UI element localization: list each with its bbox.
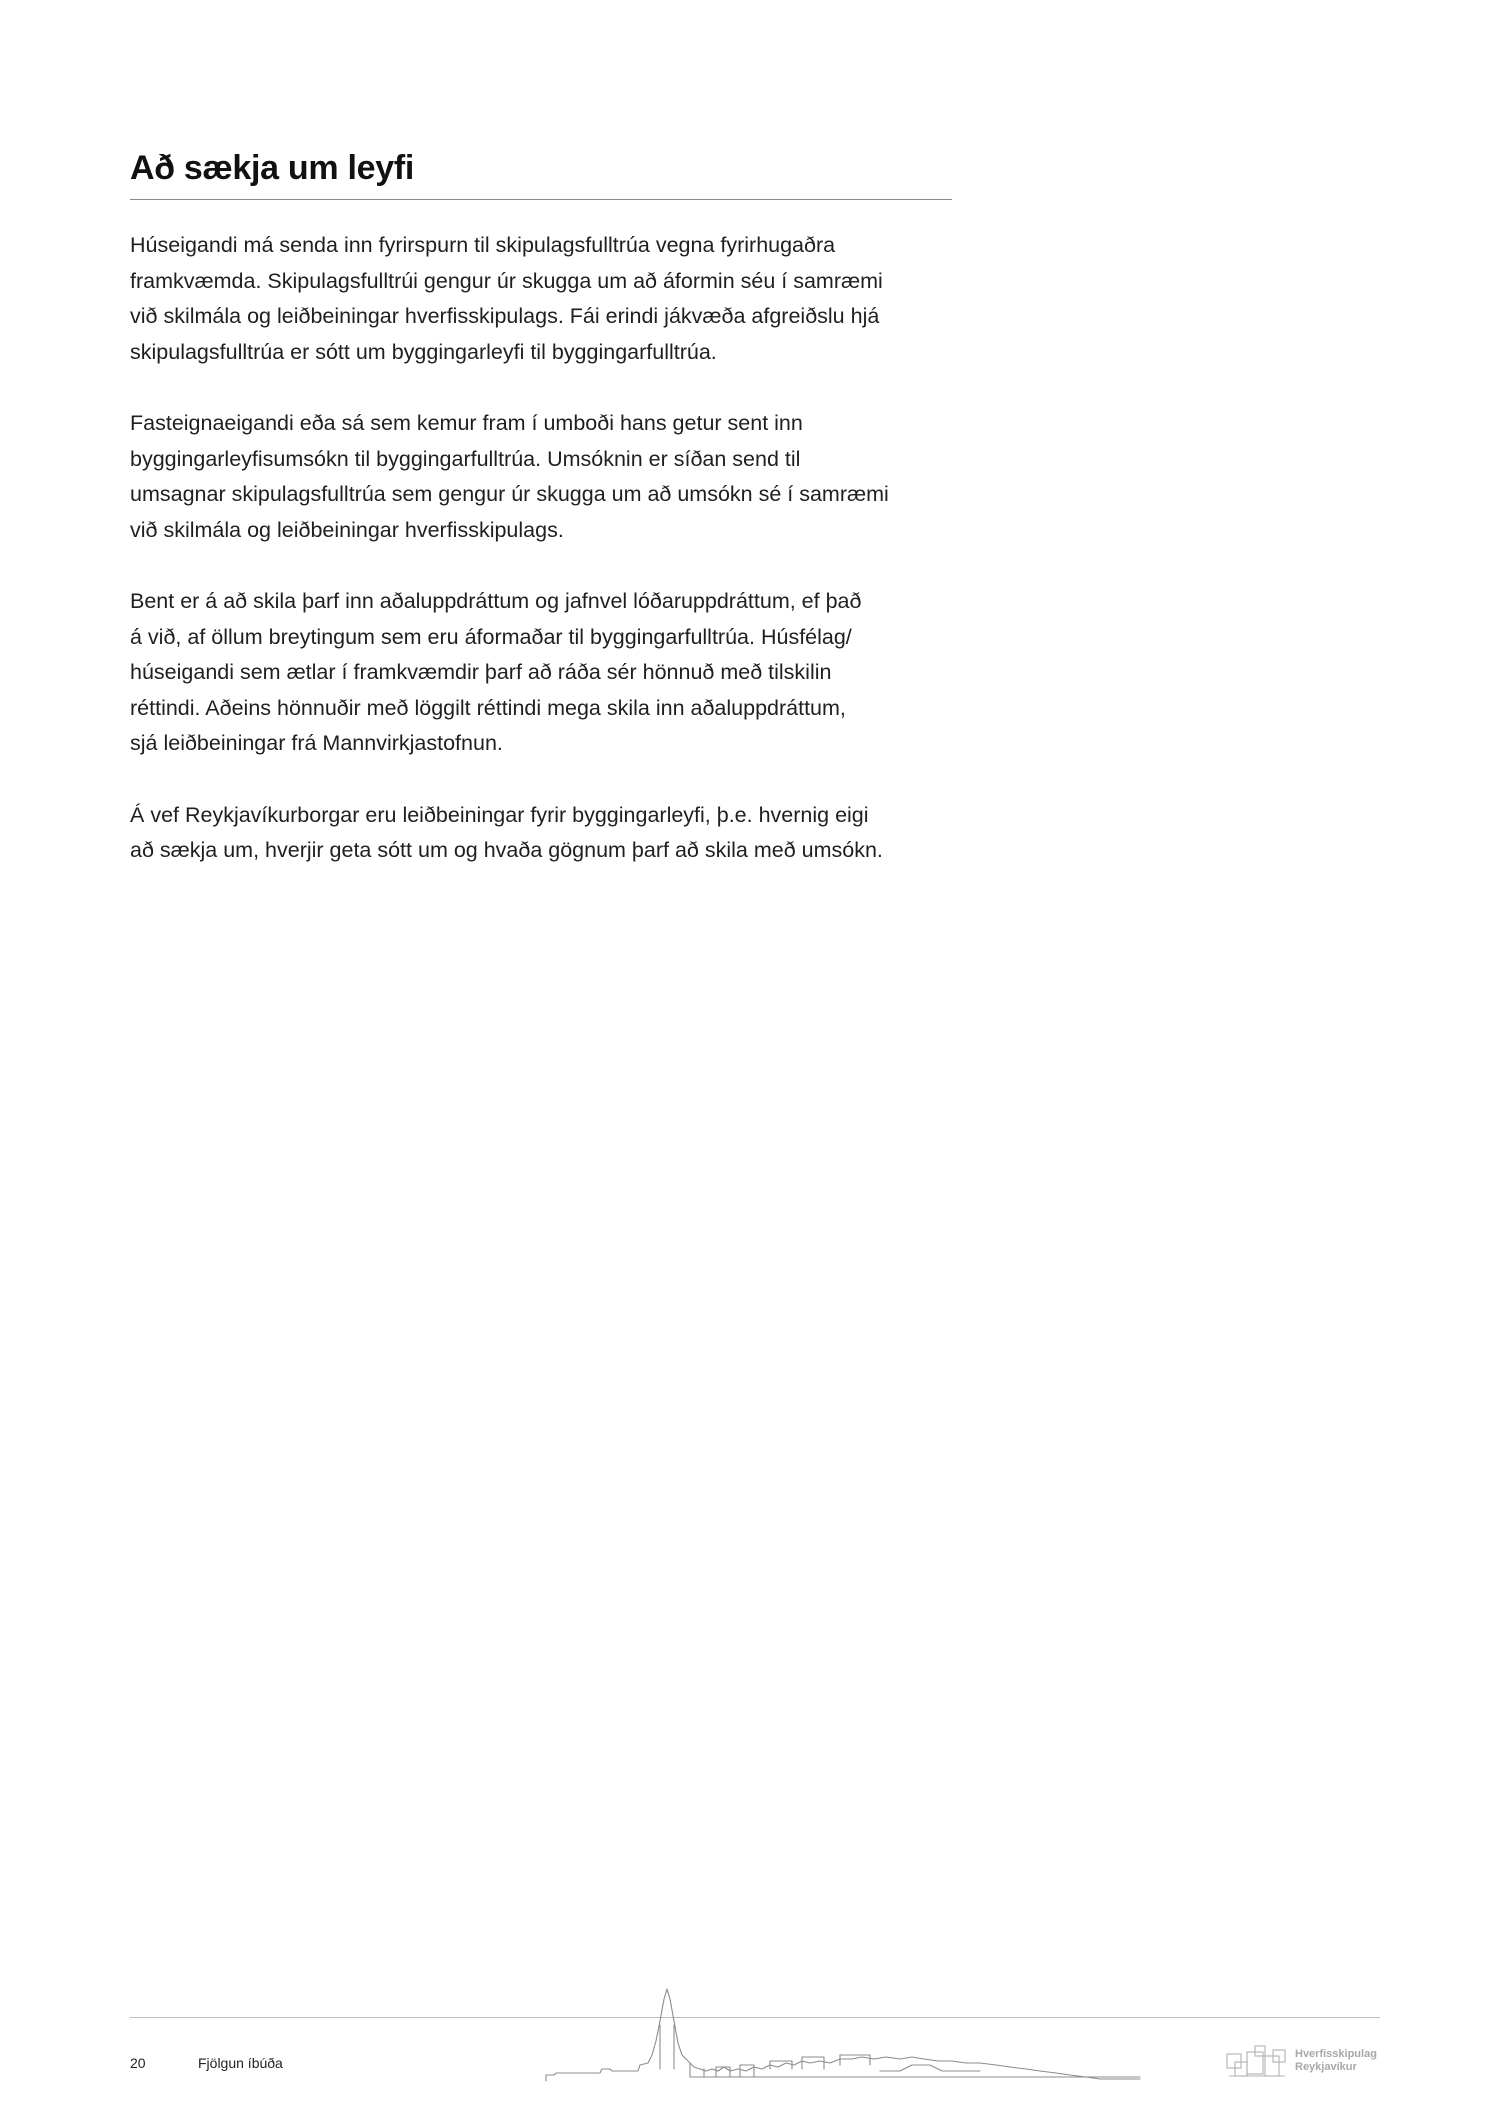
footer-title: Fjölgun íbúða <box>198 2055 283 2071</box>
logo-text <box>1295 2048 1377 2074</box>
heading-divider <box>130 199 952 200</box>
text-line: réttindi. Aðeins hönnuðir með löggilt réttindi mega skila inn aðaluppdráttum, <box>130 695 846 720</box>
text-line: skipulagsfulltrúa er sótt um byggingarleyfi til byggingarfulltrúa. <box>130 339 717 364</box>
text-line: húseigandi sem ætlar í framkvæmdir þarf að ráða sér hönnuð með tilskilin <box>130 660 832 685</box>
text-line: Á vef Reykjavíkurborgar eru leiðbeiningar fyrir byggingarleyfi, þ.e. hvernig eigi <box>130 802 869 827</box>
paragraph-2 <box>130 406 960 548</box>
paragraph-3 <box>130 584 960 762</box>
text-line: byggingarleyfisumsókn til byggingarfulltrúa. Umsóknin er síðan send til <box>130 446 801 471</box>
text-line: á við, af öllum breytingum sem eru áformaðar til byggingarfulltrúa. Húsfélag/ <box>130 624 852 649</box>
body-text <box>130 228 960 904</box>
text-line: Fasteignaeigandi eða sá sem kemur fram í umboði hans getur sent inn <box>130 410 803 435</box>
page-heading: Að sækja um leyfi <box>130 149 414 187</box>
hverfisskipulag-logo <box>1225 2042 1385 2082</box>
text-line: að sækja um, hverjir geta sótt um og hvaða gögnum þarf að skila með umsókn. <box>130 838 883 863</box>
logo-line-2: Reykjavíkur <box>1295 2061 1357 2073</box>
logo-line-1: Hverfisskipulag <box>1295 2048 1377 2060</box>
page-number: 20 <box>130 2055 146 2071</box>
reykjavik-skyline-icon <box>540 1985 1170 2085</box>
paragraph-1 <box>130 228 960 370</box>
text-line: við skilmála og leiðbeiningar hverfisskipulags. Fái erindi jákvæða afgreiðslu hjá <box>130 304 880 329</box>
text-line: við skilmála og leiðbeiningar hverfisskipulags. <box>130 517 564 542</box>
text-line: framkvæmda. Skipulagsfulltrúi gengur úr skugga um að áformin séu í samræmi <box>130 268 883 293</box>
text-line: Bent er á að skila þarf inn aðaluppdráttum og jafnvel lóðaruppdráttum, ef það <box>130 588 862 613</box>
hverfisskipulag-logo-mark-icon <box>1225 2042 1291 2082</box>
text-line: umsagnar skipulagsfulltrúa sem gengur úr skugga um að umsókn sé í samræmi <box>130 482 889 507</box>
text-line: sjá leiðbeiningar frá Mannvirkjastofnun. <box>130 731 503 756</box>
text-line: Húseigandi má senda inn fyrirspurn til skipulagsfulltrúa vegna fyrirhugaðra <box>130 233 836 257</box>
paragraph-4 <box>130 798 960 869</box>
